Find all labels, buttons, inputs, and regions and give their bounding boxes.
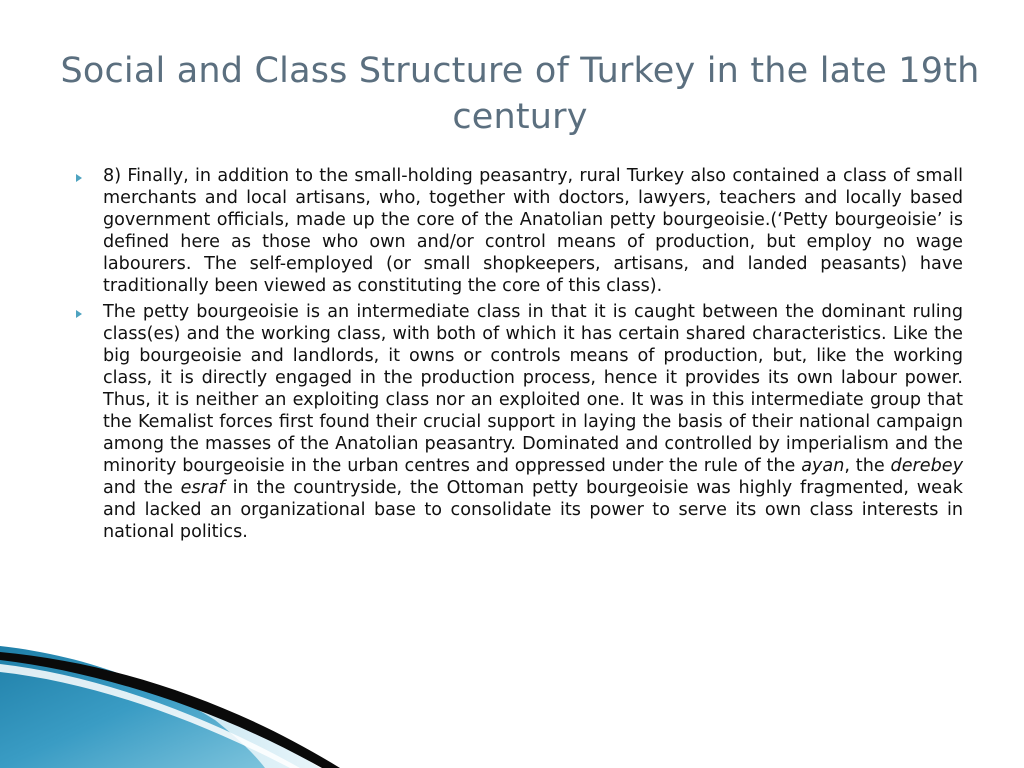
bullet-text-2-part2: in the countryside, the Ottoman petty bourgeoisie was highly fragmented, weak and lacked an organizational base to consolidate its power to serve its own class interests in national politics. bbox=[103, 477, 963, 542]
bullet-text-2-part1: The petty bourgeoisie is an intermediate class in that it is caught between the dominant ruling class(es) and the working class, with both of which it has certain shared characteristics. Like the big bourgeoisie and landlords, it owns or controls means of production, but, like the working class, it is directly engaged in the production process, hence it provides its own labour power. Thus, it is neither an exploiting class nor an exploited one. It was in this intermediate group that the Kemalist forces first found their crucial support in laying the basis of their national campaign among the masses of the Anatolian peasantry. Dominated and controlled by imperialism and the minority bourgeoisie in the urban centres and oppressed under the rule of the bbox=[103, 302, 963, 476]
slide-body bbox=[76, 166, 963, 548]
bullet-item-1 bbox=[76, 166, 963, 297]
bullet-item-2 bbox=[76, 302, 963, 543]
term-esraf: esraf bbox=[180, 477, 225, 498]
term-ayan: ayan bbox=[801, 455, 845, 476]
triangle-right-icon bbox=[76, 310, 82, 318]
term-derebey: derebey bbox=[890, 455, 963, 476]
bullet-text-1: 8) Finally, in addition to the small-holding peasantry, rural Turkey also contained a class of small merchants and local artisans, who, together with doctors, lawyers, teachers and locally based government officials, made up the core of the Anatolian petty bourgeoisie.(‘Petty bourgeoisie’ is defined here as those who own and/or control means of production, but employ no wage labourers. The self-employed (or small shopkeepers, artisans, and landed peasants) have traditionally been viewed as constituting the core of this class). bbox=[103, 166, 963, 296]
slide-title: Social and Class Structure of Turkey in the late 19th century bbox=[60, 51, 980, 137]
separator-1: , the bbox=[844, 455, 891, 476]
triangle-right-icon bbox=[76, 174, 82, 182]
separator-2: and the bbox=[103, 477, 181, 498]
bullet-text-2 bbox=[103, 302, 963, 541]
